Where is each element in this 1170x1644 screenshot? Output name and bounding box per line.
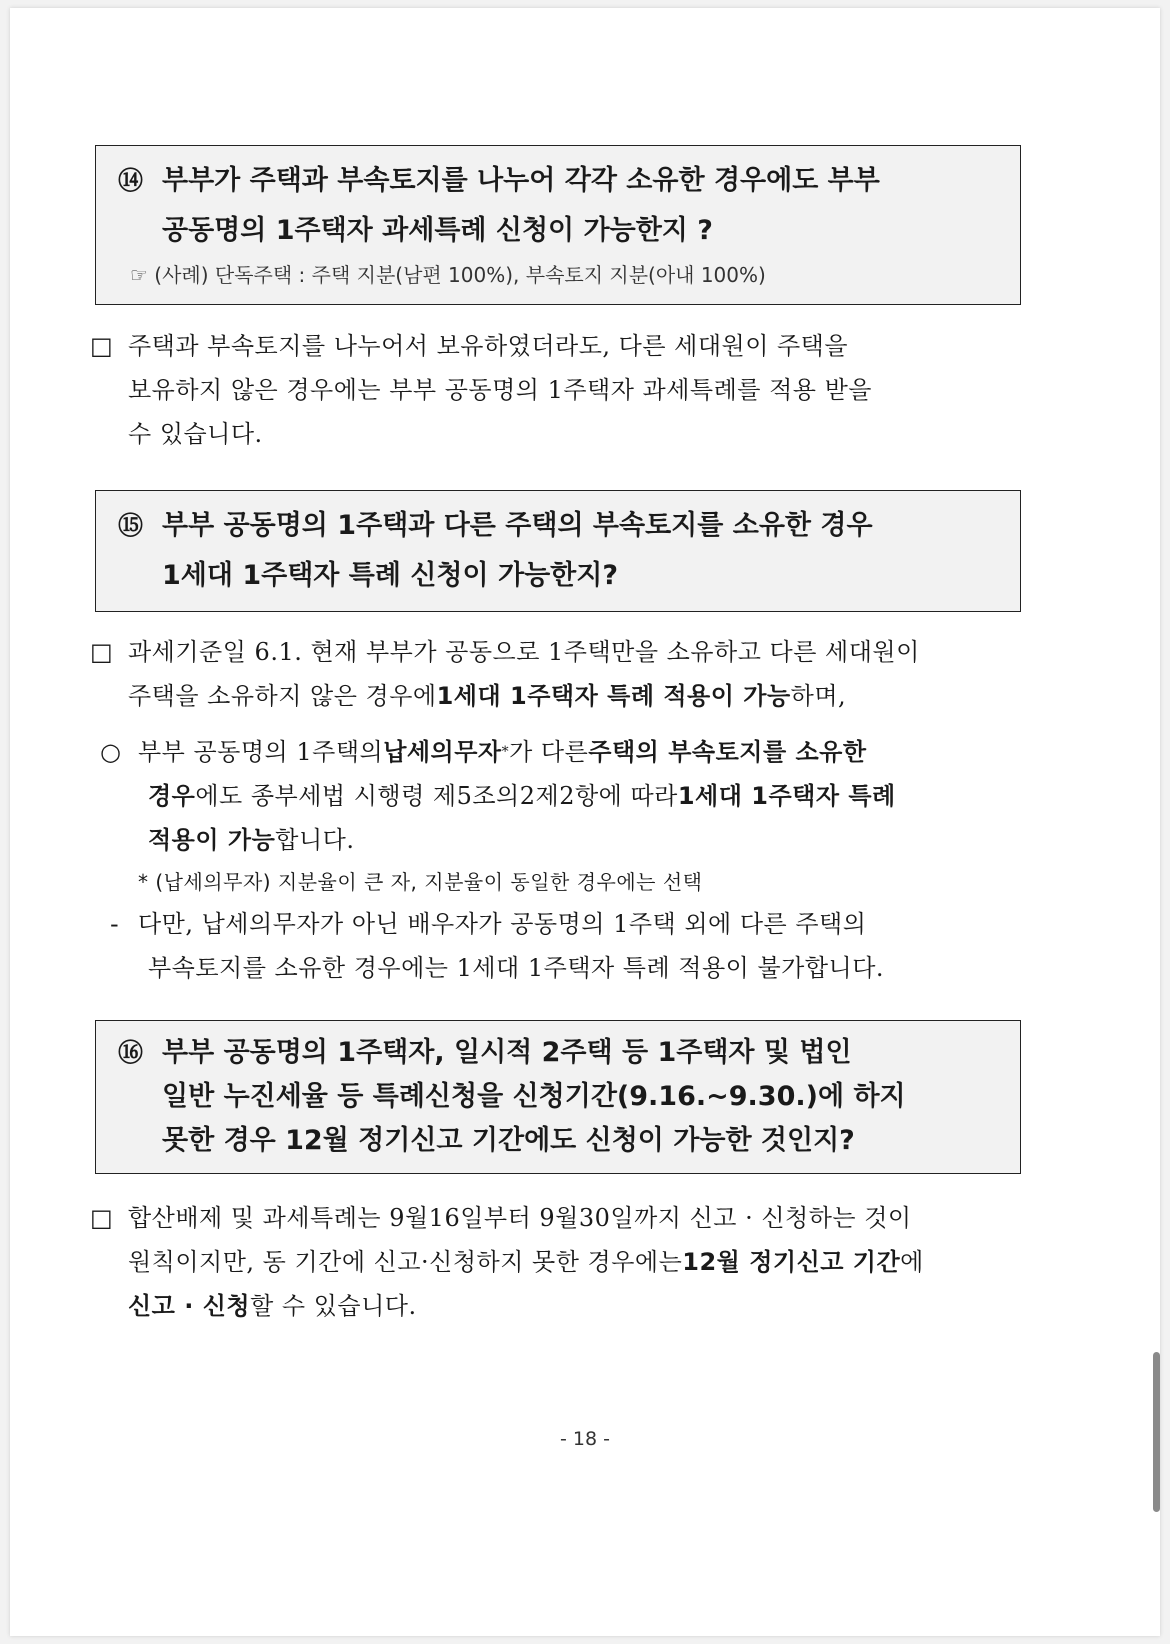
answer-text: 다만, 납세의무자가 아닌 배우자가 공동명의 1주택 외에 다른 주택의 [138, 910, 867, 938]
question-text: 1세대 1주택자 특례 신청이 가능한지? [162, 560, 618, 591]
answer-text: 부부 공동명의 1주택의 [138, 738, 384, 766]
question-line [118, 1119, 1010, 1163]
question-example: ☞ (사례) 단독주택 : 주택 지분(남편 100%), 부속토지 지분(아내 100%) [130, 263, 766, 287]
question-line [118, 551, 1010, 601]
answer-text: 부속토지를 소유한 경우에는 1세대 1주택자 특례 적용이 불가합니다. [148, 954, 885, 982]
square-bullet: □ [90, 638, 114, 666]
footnote: * (납세의무자) 지분율이 큰 자, 지분율이 동일한 경우에는 선택 [138, 870, 703, 894]
answer-emphasis: 12월 정기신고 기간 [682, 1248, 901, 1276]
answer-text: 하며, [790, 682, 847, 710]
square-bullet: □ [90, 332, 114, 360]
answer-text: 주택과 부속토지를 나누어서 보유하였더라도, 다른 세대원이 주택을 [128, 332, 849, 360]
answer-16 [90, 1196, 1030, 1328]
dash-bullet: - [110, 910, 120, 938]
question-box-16 [95, 1020, 1021, 1174]
answer-emphasis: 1세대 1주택자 특례 [677, 782, 896, 810]
circle-bullet: ○ [100, 738, 122, 766]
question-line [118, 1075, 1010, 1119]
question-line [118, 501, 1010, 551]
question-number: ⑮ [118, 511, 144, 540]
question-number: ⑯ [118, 1038, 144, 1067]
question-text: 공동명의 1주택자 과세특례 신청이 가능한지 ? [162, 215, 713, 246]
answer-emphasis: 주택의 부속토지를 소유한 [588, 738, 867, 766]
question-text: 부부 공동명의 1주택과 다른 주택의 부속토지를 소유한 경우 [162, 510, 873, 541]
question-text: 부부가 주택과 부속토지를 나누어 각각 소유한 경우에도 부부 [162, 165, 880, 196]
question-number: ⑭ [118, 166, 144, 195]
answer-text: 과세기준일 6.1. 현재 부부가 공동으로 1주택만을 소유하고 다른 세대원이 [128, 638, 920, 666]
answer-text: 가 다른 [509, 738, 589, 766]
question-line [118, 1031, 1010, 1075]
document-page [10, 8, 1160, 1636]
answer-emphasis: 납세의무자 [383, 738, 502, 766]
answer-text: 보유하지 않은 경우에는 부부 공동명의 1주택자 과세특례를 적용 받을 [128, 376, 872, 404]
answer-text: 합산배제 및 과세특례는 9월16일부터 9월30일까지 신고 · 신청하는 것이 [128, 1204, 912, 1232]
answer-text: 합니다. [275, 826, 355, 854]
answer-text: 에도 종부세법 시행령 제5조의2제2항에 따라 [195, 782, 678, 810]
answer-emphasis: 경우 [148, 782, 196, 810]
page-number: - 18 - [560, 1428, 610, 1450]
question-text: 못한 경우 12월 정기신고 기간에도 신청이 가능한 것인지? [162, 1125, 855, 1156]
answer-emphasis: 1세대 1주택자 특례 적용이 가능 [436, 682, 791, 710]
square-bullet: □ [90, 1204, 114, 1232]
answer-14 [90, 324, 1030, 456]
answer-text: 수 있습니다. [128, 420, 263, 448]
answer-text: 주택을 소유하지 않은 경우에 [128, 682, 437, 710]
answer-emphasis: 적용이 가능 [148, 826, 276, 854]
question-text: 부부 공동명의 1주택자, 일시적 2주택 등 1주택자 및 법인 [162, 1037, 852, 1068]
answer-emphasis: 신고 · 신청 [128, 1292, 251, 1320]
question-box-14 [95, 145, 1021, 305]
question-line [118, 156, 1010, 206]
question-line [118, 206, 1010, 256]
answer-text: 원칙이지만, 동 기간에 신고·신청하지 못한 경우에는 [128, 1248, 683, 1276]
question-text: 일반 누진세율 등 특례신청을 신청기간(9.16.~9.30.)에 하지 [162, 1081, 906, 1112]
question-box-15 [95, 490, 1021, 612]
scrollbar[interactable] [1153, 1352, 1160, 1512]
answer-text: 할 수 있습니다. [250, 1292, 417, 1320]
footnote-marker: * [501, 744, 510, 760]
answer-text: 에 [900, 1248, 924, 1276]
answer-15 [90, 630, 1030, 990]
